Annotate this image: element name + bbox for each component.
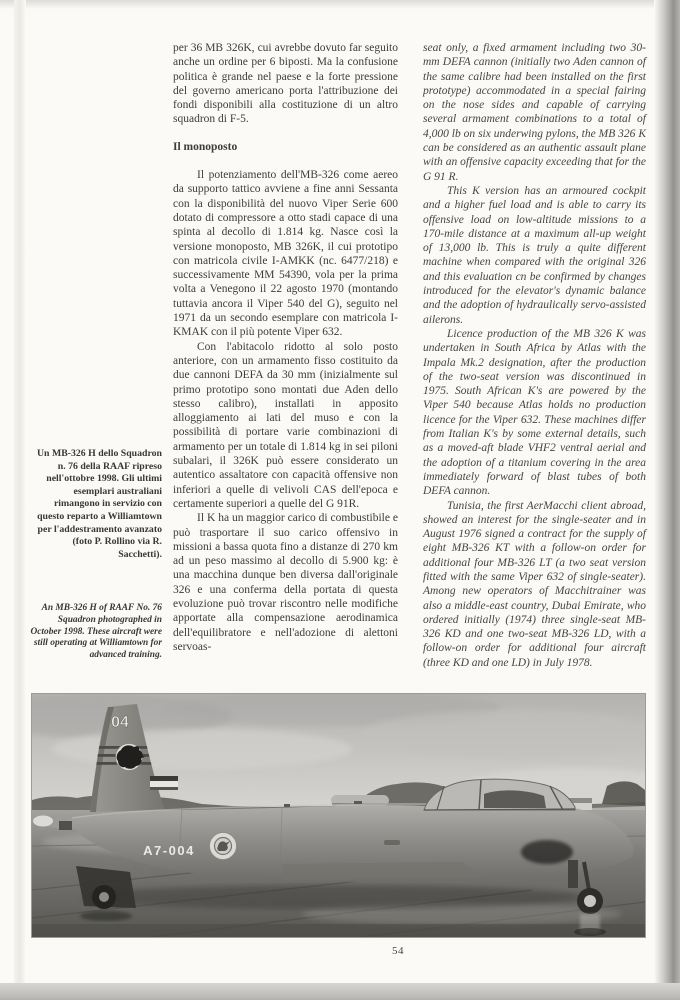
body-paragraph-en-2: This K version has an armoured cockpit and a higher fuel load and is able to carry its offensive load on low-altitude missions to a 170-mile distance at a maximum all-up weight of 13,000 lb. This is truly a quite different machine when compared with the original 326 and this evaluation cn be confirmed by changes introduced for the elevator's dynamic balance and the adoption of hydraulically servo-assisted ailerons. xyxy=(423,184,646,326)
body-paragraph-it-2: Il potenziamento dell'MB-326 come aereo da supporto tattico avviene a fine anni Sessanta con la disponibilità del nuovo Viper Serie 600 dotato di compressore a otto stadi capace di una spinta al decollo di 1.814 kg. Nasce così la versione monoposto, MB 326K, il cui prototipo con matricola civile I-AMKK (nc. 6477/218) e successivamente MM 54390, vola per la prima volta a Venegono il 22 agosto 1970 (montando tuttavia ancora il Viper 540 del G), seguito nel 1971 da un secondo esemplare con matricola I-KMAK con il più potente Viper 632. xyxy=(173,169,398,339)
page-edge-right xyxy=(654,0,680,1000)
body-paragraph-it-1: per 36 MB 326K, cui avrebbe dovuto far seguito anche un ordine per 6 biposti. Ma la confusione politica è grande nel paese e la forte pressione del governo americano porta l'attribuzione dei fondi disponibili alla costituzione di un altro squadron di F-5. xyxy=(173,42,398,126)
aircraft-shadow xyxy=(82,885,582,909)
aircraft-photo xyxy=(32,694,645,937)
tail-code-text: 04 xyxy=(111,714,129,731)
wing-root xyxy=(282,862,482,880)
serial-text: A7-004 xyxy=(143,843,195,858)
body-paragraph-en-1: seat only, a fixed armament including two 30-mm DEFA cannon (initially two Aden cannon of the same calibre had been installed on the first prototype) accommodated in a special fairing on the nose sides and capable of carrying several armament combinations to a total of 4,000 lb on six underwing pylons, the MB 326 K can be considered as an authentic assault plane with an offensive capacity exceeding that for the G 91 R. xyxy=(423,42,646,183)
nose-shading xyxy=(521,840,573,864)
body-paragraph-it-3: Con l'abitacolo ridotto al solo posto anteriore, con un armamento fisso costituito da due cannoni DEFA da 30 mm (inizialmente sul primo prototipo sono montati due Aden dello stesso calibro), installati in apposito alloggiamento ai lati del muso e con la possibilità di portare varie combinazioni di armamento per un totale di 1.814 kg in sei piloni subalari, il 326K può essere considerato un autentico assaltatore con capacità offensive non inferiori a quelle di velivoli CAS dell'epoca e certamente superiori a quelle del G 91R. xyxy=(173,340,398,510)
page-edge-left xyxy=(14,0,26,1000)
fin-flash xyxy=(150,776,178,790)
text-column-english xyxy=(423,41,646,670)
aircraft-photo-art xyxy=(32,694,645,937)
photo-caption-english: An MB-326 H of RAAF No. 76 Squadron photographed in October 1998. These aircraft were still operating at Williamtown for advanced training. xyxy=(30,603,162,661)
photo-caption-italian: Un MB-326 H dello Squadron n. 76 della RAAF ripreso nell'ottobre 1998. Gli ultimi esemplari australiani rimangono in servizio con questo reparto a Williamtown per l'addestramento avanzato (foto P. Rollino via R. Sacchetti). xyxy=(36,448,162,560)
body-paragraph-it-4: Il K ha un maggior carico di combustibile e può trasportare il suo carico offensivo in missioni a bassa quota fino a distanze di 270 km ad un peso massimo al decollo di 5.900 kg: è una macchina dunque ben diversa dall'originale 326 e una conferma della portata di questa evoluzione può trovar riscontro nelle modifiche apportate alla compensazione aerodinamica dell'equilibratore e nell'adozione di alettoni servoas- xyxy=(173,512,398,653)
page-number: 54 xyxy=(392,945,404,957)
tailplane-tip xyxy=(33,816,53,827)
section-heading: Il monoposto xyxy=(173,140,238,153)
raaf-roundel xyxy=(210,833,237,860)
body-paragraph-en-4: Tunisia, the first AerMacchi client abroad, showed an interest for the single-seater and in August 1976 signed a contract for the supply of eight MB-326 KT with a follow-on order for additional four MB-326 LT (a two seat version fitted with the same Viper 632 of single-seater). Among new operators of Macchitrainer was also a middle-east country, Dubai Emirate, who ordered initially (1974) three single-seat MB-326 KD and one two-seat MB-326 LD, with a follow-on order for additional four aircraft (three KD and one LD) in July 1978. xyxy=(423,499,646,669)
body-paragraph-en-3: Licence production of the MB 326 K was undertaken in South Africa by Atlas with the Impala Mk.2 designation, after the production of the two-seat version was discontinued in 1975. South African K's are powered by the Viper 540 because Atlas holds no production licence for the Viper 632. These machines differ from Italian K's by some external details, such as a moved-aft blade VHF2 ventral aerial and the adoption of a titanium covering in the area immediately forward of blast tubes of both DEFA cannon. xyxy=(423,327,646,498)
jet-pipe xyxy=(59,821,72,830)
page-edge-top xyxy=(0,0,680,9)
page-edge-bottom xyxy=(0,983,680,1000)
text-column-italian xyxy=(173,41,398,654)
